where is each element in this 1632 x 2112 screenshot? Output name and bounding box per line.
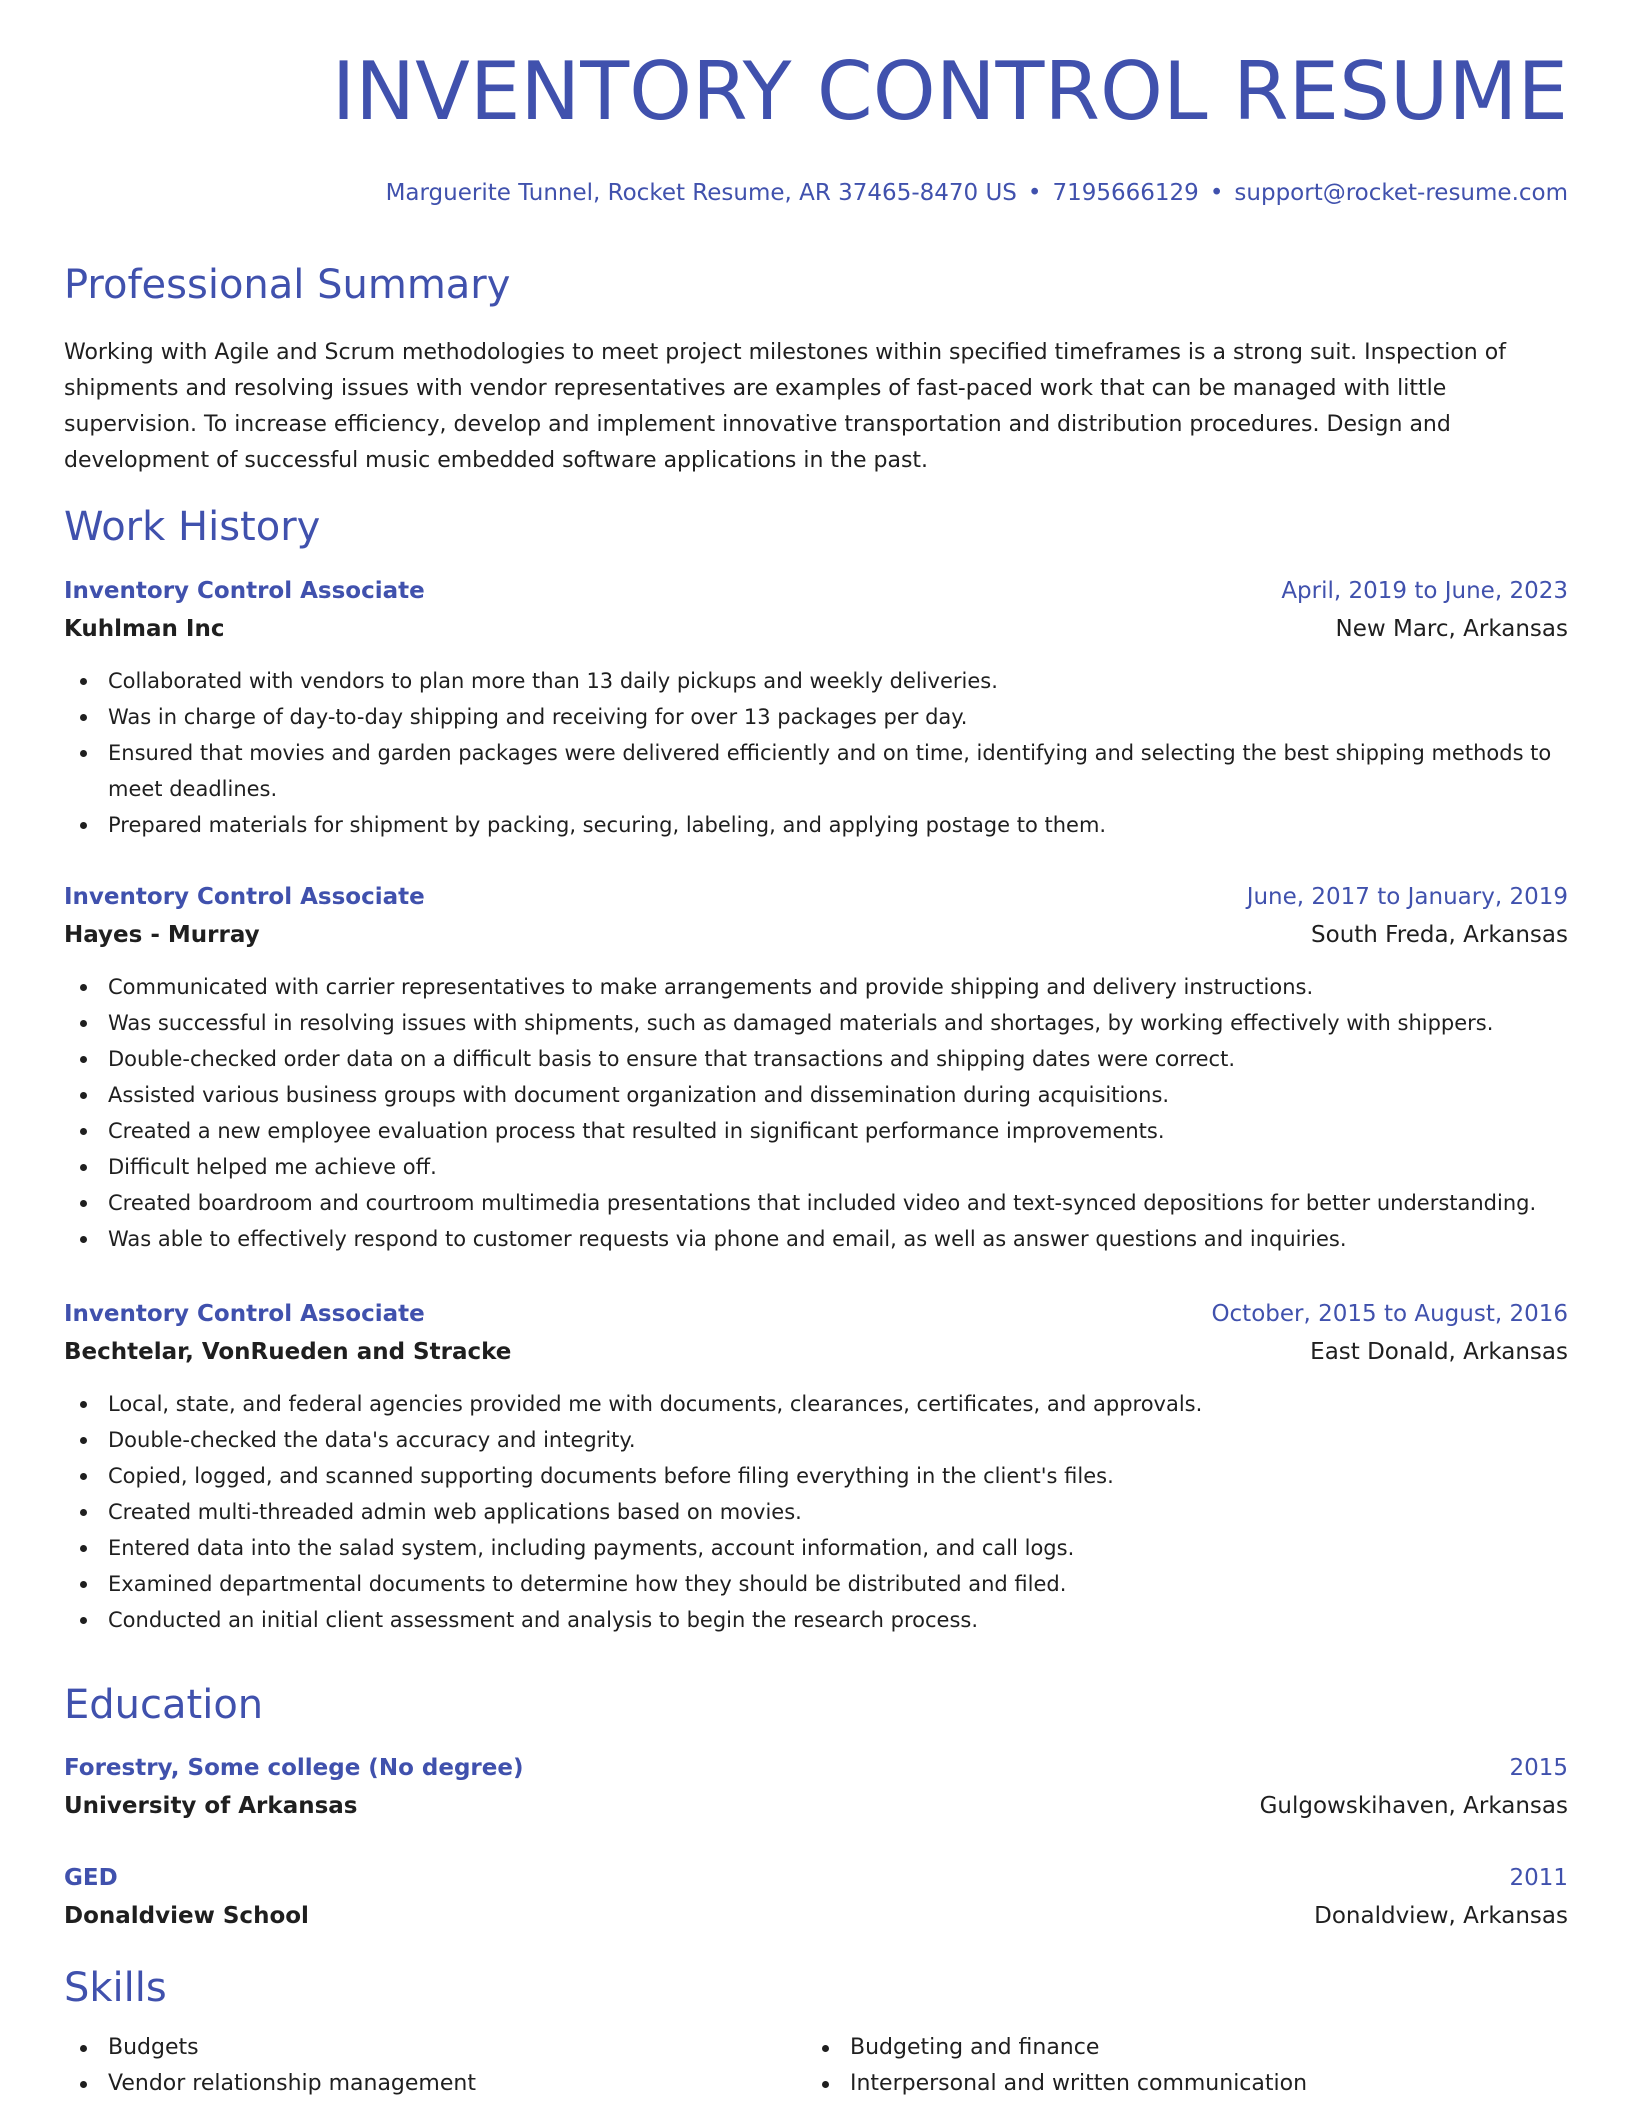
education-school: University of Arkansas [64, 1793, 358, 1819]
education-school-row [64, 1897, 1568, 1935]
section-title-skills: Skills [64, 1965, 167, 2011]
bullet-item: Ensured that movies and garden packages were delivered efficiently and on time, identifying and selecting the best shipping methods to meet deadlines. [64, 735, 1568, 807]
bullet-item: Copied, logged, and scanned supporting documents before filing everything in the client's files. [64, 1458, 1568, 1494]
bullet-item: Local, state, and federal agencies provided me with documents, clearances, certificates, and approvals. [64, 1386, 1568, 1422]
bullet-item: Was able to effectively respond to customer requests via phone and email, as well as answer questions and inquiries. [64, 1221, 1568, 1257]
separator: • [1027, 180, 1042, 206]
job-company-row [64, 610, 1568, 648]
job-company-row [64, 916, 1568, 954]
job-entry [64, 1295, 1568, 1638]
bullet-item: Collaborated with vendors to plan more than 13 daily pickups and weekly deliveries. [64, 663, 1568, 699]
job-entry [64, 878, 1568, 1257]
job-company: Kuhlman Inc [64, 616, 225, 642]
job-role: Inventory Control Associate [64, 884, 425, 910]
bullet-item: Communicated with carrier representatives to make arrangements and provide shipping and delivery instructions. [64, 969, 1568, 1005]
education-entry [64, 1749, 1568, 1825]
bullet-item: Created multi-threaded admin web applications based on movies. [64, 1494, 1568, 1530]
job-bullets [64, 1386, 1568, 1638]
bullet-item: Prepared materials for shipment by packing, securing, labeling, and applying postage to them. [64, 807, 1568, 843]
job-bullets [64, 969, 1568, 1257]
bullet-item: Double-checked order data on a difficult basis to ensure that transactions and shipping dates were correct. [64, 1041, 1568, 1077]
job-header-row [64, 878, 1568, 916]
education-school-row [64, 1787, 1568, 1825]
job-bullets [64, 663, 1568, 843]
summary-text: Working with Agile and Scrum methodologies to meet project milestones within specified timeframes is a strong suit. Inspection of shipments and resolving issues with vendor representatives are examples of fast-paced work that can be managed with little supervision. To increase efficiency, develop and implement innovative transportation and distribution procedures. Design and development of successful music embedded software applications in the past. [64, 340, 1506, 473]
education-header-row [64, 1749, 1568, 1787]
job-company: Bechtelar, VonRueden and Stracke [64, 1339, 512, 1365]
section-title-work-history: Work History [64, 504, 321, 550]
section-title-education: Education [64, 1682, 264, 1728]
skills-column-left [64, 2030, 764, 2102]
email: support@rocket-resume.com [1234, 180, 1568, 206]
address: Marguerite Tunnel, Rocket Resume, AR 37465-8470 US [385, 180, 1017, 206]
bullet-item: Was in charge of day-to-day shipping and receiving for over 13 packages per day. [64, 699, 1568, 735]
skill-item: Vendor relationship management [64, 2066, 764, 2102]
education-year: 2011 [1509, 1865, 1568, 1891]
skill-item: Budgets [64, 2030, 764, 2066]
job-location: South Freda, Arkansas [1311, 922, 1568, 948]
education-degree: GED [64, 1865, 118, 1891]
bullet-item: Created a new employee evaluation process that resulted in significant performance improvements. [64, 1113, 1568, 1149]
job-entry [64, 572, 1568, 843]
skill-item: Interpersonal and written communication [806, 2066, 1506, 2102]
education-location: Gulgowskihaven, Arkansas [1259, 1793, 1568, 1819]
job-role: Inventory Control Associate [64, 578, 425, 604]
job-header-row [64, 572, 1568, 610]
job-date: June, 2017 to January, 2019 [1246, 884, 1568, 910]
job-location: East Donald, Arkansas [1310, 1339, 1568, 1365]
bullet-item: Was successful in resolving issues with shipments, such as damaged materials and shortages, by working effectively with shippers. [64, 1005, 1568, 1041]
bullet-item: Conducted an initial client assessment and analysis to begin the research process. [64, 1602, 1568, 1638]
bullet-item: Entered data into the salad system, including payments, account information, and call logs. [64, 1530, 1568, 1566]
education-header-row [64, 1859, 1568, 1897]
education-location: Donaldview, Arkansas [1314, 1903, 1568, 1929]
education-year: 2015 [1509, 1755, 1568, 1781]
skills-column-right [806, 2030, 1506, 2102]
bullet-item: Examined departmental documents to determine how they should be distributed and filed. [64, 1566, 1568, 1602]
bullet-item: Created boardroom and courtroom multimedia presentations that included video and text-synced depositions for better understanding. [64, 1185, 1568, 1221]
separator: • [1209, 180, 1224, 206]
job-header-row [64, 1295, 1568, 1333]
education-degree: Forestry, Some college (No degree) [64, 1755, 524, 1781]
job-date: April, 2019 to June, 2023 [1281, 578, 1568, 604]
contact-line [386, 180, 1568, 208]
job-company: Hayes - Murray [64, 922, 260, 948]
job-role: Inventory Control Associate [64, 1301, 425, 1327]
bullet-item: Assisted various business groups with document organization and dissemination during acquisitions. [64, 1077, 1568, 1113]
resume-title: INVENTORY CONTROL RESUME [331, 45, 1568, 138]
bullet-item: Difficult helped me achieve off. [64, 1149, 1568, 1185]
bullet-item: Double-checked the data's accuracy and integrity. [64, 1422, 1568, 1458]
phone: 7195666129 [1052, 180, 1199, 206]
job-company-row [64, 1333, 1568, 1371]
job-location: New Marc, Arkansas [1335, 616, 1568, 642]
skills-list [64, 2030, 1568, 2112]
education-entry [64, 1859, 1568, 1935]
skill-item: Budgeting and finance [806, 2030, 1506, 2066]
section-title-professional-summary: Professional Summary [64, 262, 511, 308]
job-date: October, 2015 to August, 2016 [1211, 1301, 1568, 1327]
education-school: Donaldview School [64, 1903, 309, 1929]
